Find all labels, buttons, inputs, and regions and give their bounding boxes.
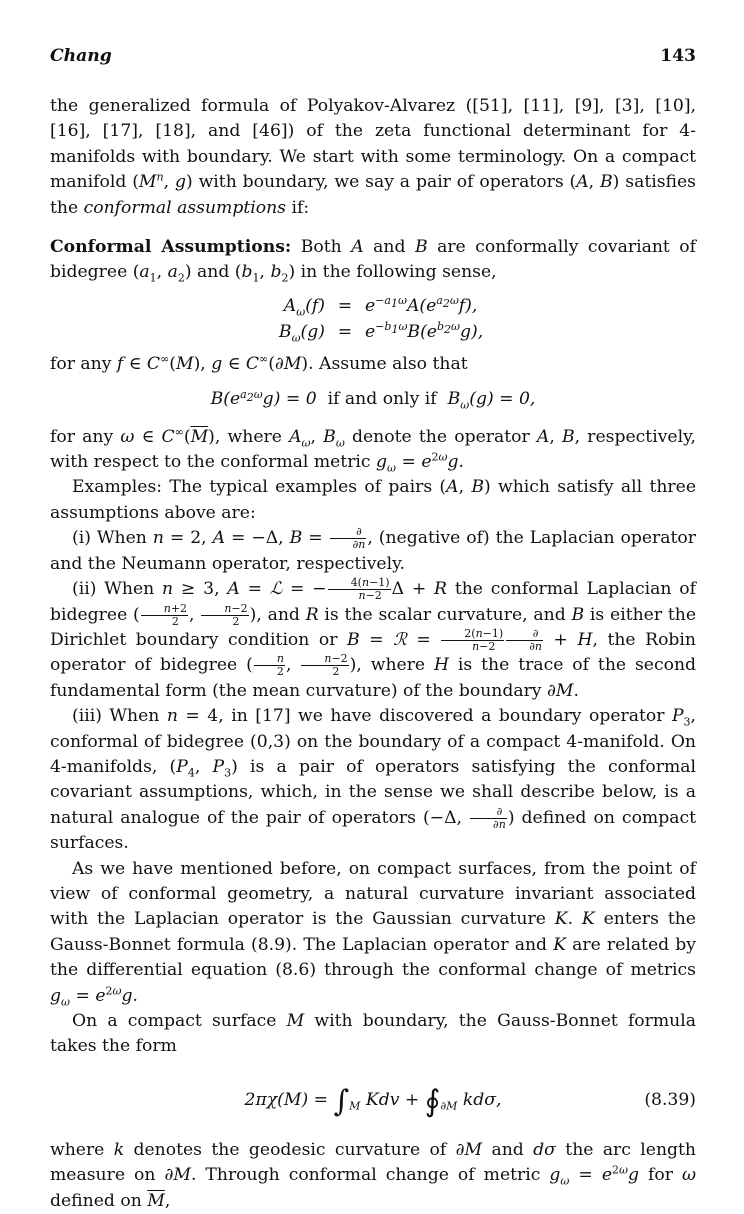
- paragraph-geodesic: where k denotes the geodesic curvature of ∂M and dσ the arc length measure on ∂M. Through conformal change of metric $g_\omega = e^{2\omega}g$ for ω defined on $\overline{M}$,: [50, 1139, 697, 1211]
- running-header: [50, 44, 696, 70]
- example-ii: (ii) When n ≥ 3, A = ℒ = − $\frac{4(n-1)}{n-2}$ Δ + R the conformal Laplacian of bidegree ( $\frac{n+2}{2}$ , $\frac{n-2}{2}$ ), and R is the scalar curvature, and B is either the Dirichlet boundary condition or B = ℛ = $\frac{2(n-1)}{n-2}$ $\frac{\partial}{\partial n}$ + H, the Robin operator of bidegree ( $\frac{n}{2}$ , $\frac{n-2}{2}$ ), where H is the trace of the second fundamental form (the mean curvature) of the boundary ∂M.: [50, 576, 697, 701]
- page: [50, 44, 696, 1214]
- covariance-equations: $A_\omega(f)$ = $e^{-a_1\omega}A(e^{a_2\omega}f)$, $B_\omega(g)$ = $e^{-b_1\omega}B(e^{b_2\omega}g)$,: [278, 294, 484, 345]
- example-i: (i) When n = 2, A = −Δ, B = $\frac{\partial}{\partial n}$ , (negative of) the Laplacian operator and the Neumann operator, respectively.: [50, 525, 696, 574]
- paragraph-assume: for any f ∈ C∞(M), g ∈ C∞(∂M). Assume also that: [50, 352, 468, 374]
- paragraph-gauss-curvature: As we have mentioned before, on compact surfaces, from the point of view of conformal geometry, a natural curvature invariant associated with the Laplacian operator is the Gaussian curvature K. K enters the Gauss-Bonnet formula (8.9). The Laplacian operator and K are related by the differential equation (8.6) through the conformal change of metrics $g_\omega = e^{2\omega}g$.: [50, 858, 696, 1009]
- gauss-bonnet-equation: $2\pi\chi(M) = \int_M$ Kdv + $∮_{\partial M}$ kdσ, (8.39): [50, 1076, 696, 1124]
- page-number: 143: [660, 46, 696, 66]
- running-author: Chang: [50, 46, 112, 66]
- example-iii: (iii) When n = 4, in [17] we have discovered a boundary operator $P_3$, conformal of bidegree (0,3) on the boundary of a compact 4-manifold. On 4-manifolds, ($P_4$, $P_3$) is a pair of operators satisfying the conformal covariant assumptions, which, in the sense we shall describe below, is a natural analogue of the pair of operators (−Δ, $\frac{\partial}{\partial n}$ ) defined on compact surfaces.: [50, 706, 697, 854]
- paragraph-intro: the generalized formula of Polyakov-Alvarez ([51], [11], [9], [3], [10], [16], [17], [18], and [46]) of the zeta functional determinant for 4-manifolds with boundary. We start with some terminology. On a compact manifold ($M^n$, g) with boundary, we say a pair of operators (A, B) satisfies the conformal assumptions if:: [50, 96, 697, 218]
- conformal-assumptions-heading: Conformal Assumptions:: [50, 237, 292, 258]
- examples-label: Examples:: [72, 477, 163, 498]
- paragraph-gauss-bonnet: On a compact surface M with boundary, the Gauss-Bonnet formula takes the form: [50, 1011, 696, 1057]
- paragraph-metric: for any ω ∈ $C^\infty(\overline{M})$, where $A_\omega$, $B_\omega$ denote the operator A, B, respectively, with respect to the conformal metric $g_\omega = e^{2\omega}g$.: [50, 424, 696, 475]
- paragraph-examples: Examples: The typical examples of pairs (A, B) which satisfy all three assumptions above are:: [50, 477, 696, 523]
- paragraph-conformal-assumptions: Conformal Assumptions: Both A and B are conformally covariant of bidegree ($a_1$, $a_2$) and ($b_1$, $b_2$) in the following sense,: [50, 237, 696, 285]
- equation-number: (8.39): [644, 1089, 696, 1110]
- boundary-condition-equation: $B(e^{a_2\omega}g) = 0$ if and only if $B_\omega(g) = 0$,: [210, 387, 536, 412]
